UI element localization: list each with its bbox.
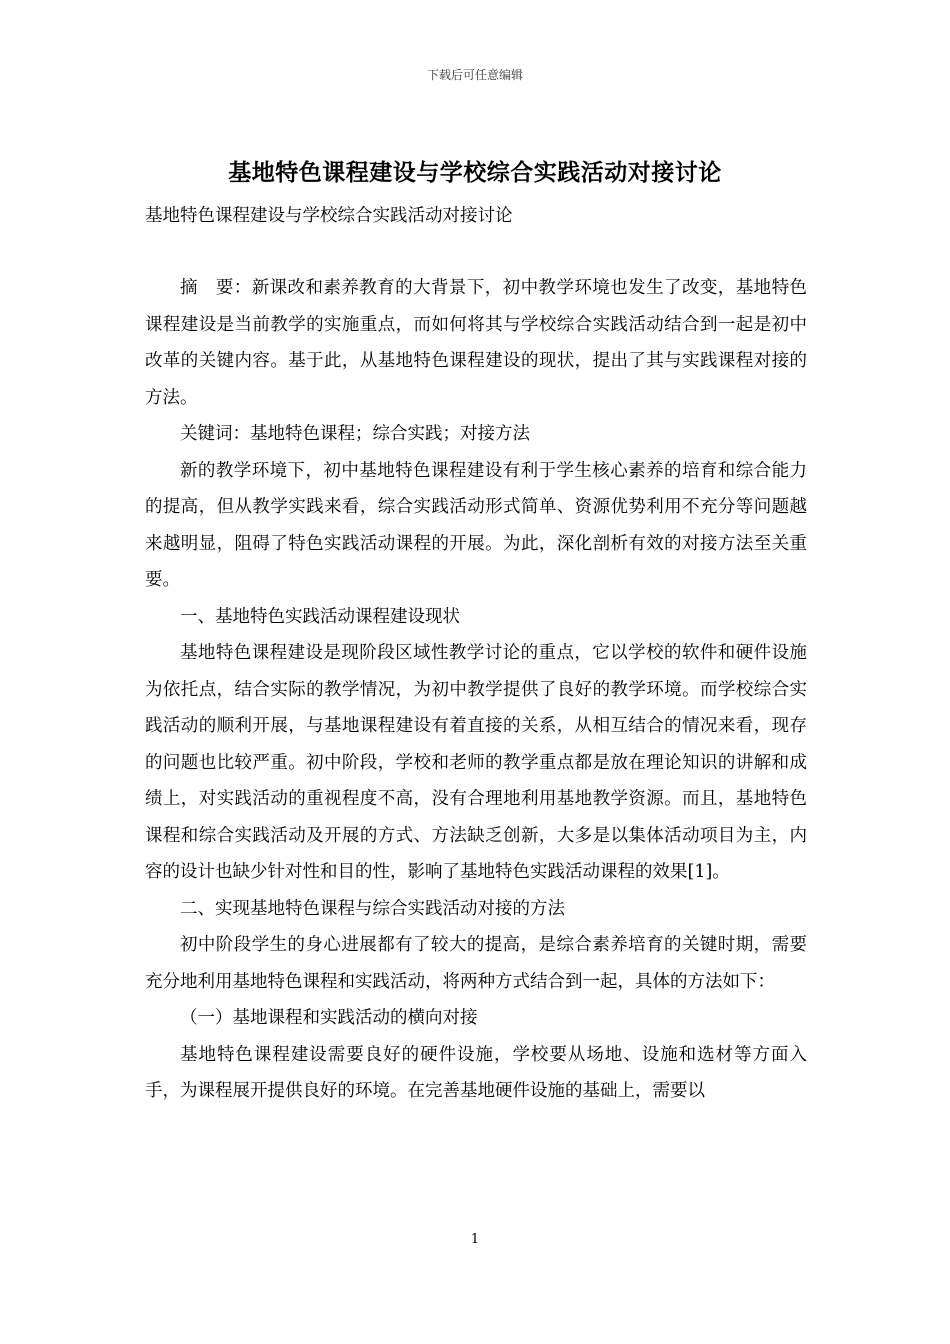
document-title: 基地特色课程建设与学校综合实践活动对接讨论	[228, 159, 722, 186]
subsection-heading: （一）基地课程和实践活动的横向对接	[180, 1008, 478, 1028]
document-body	[145, 270, 807, 1110]
body-paragraph: 新的教学环境下，初中基地特色课程建设有利于学生核心素养的培育和综合能力的提高，但从教学实践来看，综合实践活动形式简单、资源优势利用不充分等问题越来越明显，阻碍了特色实践活动课程的开展。为此，深化剖析有效的对接方法至关重要。	[145, 460, 807, 590]
abstract-paragraph: 摘 要：新课改和素养教育的大背景下，初中教学环境也发生了改变，基地特色课程建设是当前教学的实施重点，而如何将其与学校综合实践活动结合到一起是初中改革的关键内容。基于此，从基地特色课程建设的现状，提出了其与实践课程对接的方法。	[145, 278, 807, 408]
body-paragraph: 基地特色课程建设是现阶段区域性教学讨论的重点，它以学校的软件和硬件设施为依托点，结合实际的教学情况，为初中教学提供了良好的教学环境。而学校综合实践活动的顺利开展，与基地课程建设有着直接的关系，从相互结合的情况来看，现存的问题也比较严重。初中阶段，学校和老师的教学重点都是放在理论知识的讲解和成绩上，对实践活动的重视程度不高，没有合理地利用基地教学资源。而且，基地特色课程和综合实践活动及开展的方式、方法缺乏创新，大多是以集体活动项目为主，内容的设计也缺少针对性和目的性，影响了基地特色实践活动课程的效果[1]。	[145, 643, 807, 882]
page-number: 1	[470, 1232, 480, 1247]
keywords-paragraph: 关键词：基地特色课程；综合实践；对接方法	[180, 424, 530, 444]
body-paragraph: 基地特色课程建设需要良好的硬件设施，学校要从场地、设施和选材等方面入手，为课程展开提供良好的环境。在完善基地硬件设施的基础上，需要以	[145, 1044, 807, 1101]
section-heading: 一、基地特色实践活动课程建设现状	[180, 606, 460, 627]
section-heading: 二、实现基地特色课程与综合实践活动对接的方法	[180, 898, 565, 919]
page-header: 下载后可任意编辑	[426, 68, 523, 82]
body-paragraph: 初中阶段学生的身心进展都有了较大的提高，是综合素养培育的关键时期，需要充分地利用基地特色课程和实践活动，将两种方式结合到一起，具体的方法如下：	[145, 935, 807, 992]
document-subtitle: 基地特色课程建设与学校综合实践活动对接讨论	[145, 206, 513, 226]
